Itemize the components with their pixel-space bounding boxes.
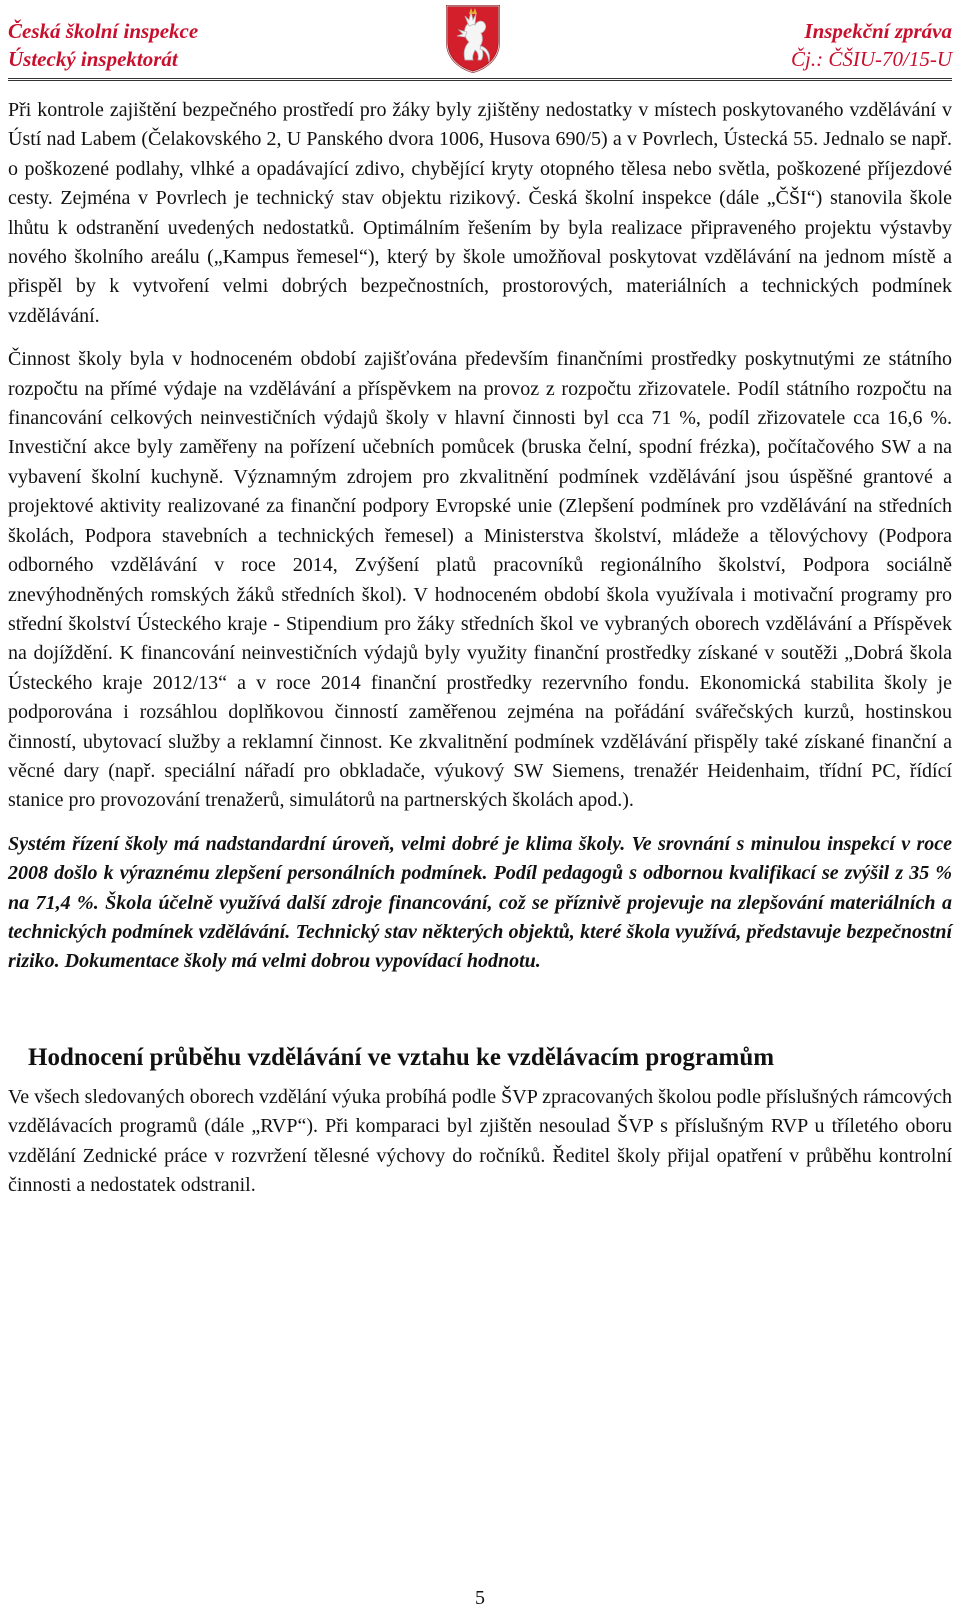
paragraph-financing: Činnost školy byla v hodnoceném období zajišťována především finančními prostředky poskytnutými ze státního rozpočtu na přímé výdaje na vzdělávání a příspěvkem na provoz z rozpočtu zřizovatele. Podíl státního rozpočtu na financování celkových neinvestičních výdajů školy v hlavní činnosti byl cca 71 %, podíl zřizovatele cca 16,6 %. Investiční akce byly zaměřeny na pořízení učebních pomůcek (bruska čelní, spodní frézka), počítačového SW a na vybavení školní kuchyně. Významným zdrojem pro zkvalitnění podmínek vzdělávání jsou úspěšné grantové a projektové aktivity realizované za finanční podpory Evropské unie (Zlepšení podmínek pro vzdělávání na středních školách, Podpora stavebních a technických řemesel) a Ministerstva školství, mládeže a tělovýchovy (Podpora odborného vzdělávání v roce 2014, Zvýšení platů pracovníků regionálního školství, Podpora sociálně znevýhodněných romských žáků středních škol). V hodnoceném období škola využívala i motivační programy pro střední školství Ústeckého kraje - Stipendium pro žáky středních škol ve vybraných oborech vzdělávání a Příspěvek na dojíždění. K financování neinvestičních výdajů byly využity finanční prostředky získané v soutěži „Dobrá škola Ústeckého kraje 2012/13“ a v roce 2014 finanční prostředky rezervního fondu. Ekonomická stabilita školy je podporována i rozsáhlou doplňkovou činností zaměřenou zejména na pořádání svářečských kurzů, hostinskou činností, ubytovací služby a reklamní činnost. Ke zkvalitnění podmínek vzdělávání přispěly také získané finanční a věcné dary (např. speciální nářadí pro obkladače, výukový SW Siemens, trenažér Heidenhaim, třídní PC, řídící stanice pro provozování trenažerů, simulátorů na partnerských školách apod.). <box>8 348 952 812</box>
header-divider <box>8 78 952 81</box>
document-body <box>8 96 952 1214</box>
paragraph-management-summary: Systém řízení školy má nadstandardní úroveň, velmi dobré je klima školy. Ve srovnání s minulou inspekcí v roce 2008 došlo k výraznému zlepšení personálních podmínek. Podíl pedagogů s odbornou kvalifikací se zvýšil z 35 % na 71,4 %. Škola účelně využívá další zdroje financování, což se příznivě projevuje na zlepšování materiálních a technických podmínek vzdělávání. Technický stav některých objektů, které škola využívá, představuje bezpečnostní riziko. Dokumentace školy má velmi dobrou vypovídací hodnotu. <box>8 832 952 973</box>
header-institution <box>8 17 198 73</box>
czech-lion-coat-of-arms-icon <box>443 2 503 74</box>
header-report-type: Inspekční zpráva <box>804 19 952 43</box>
paragraph-safety-conditions: Při kontrole zajištění bezpečného prostředí pro žáky byly zjištěny nedostatky v místech poskytovaného vzdělávání v Ústí nad Labem (Čelakovského 2, U Panského dvora 1006, Husova 690/5) a v Povrlech, Ústecká 55. Jednalo se např. o poškozené podlahy, vlhké a opadávající zdivo, chybějící kryty otopného tělesa nebo světla, poškozené příjezdové cesty. Zejména v Povrlech je technický stav objektu rizikový. Česká školní inspekce (dále „ČŠI“) stanovila škole lhůtu k odstranění uvedených nedostatků. Optimálním řešením by byla realizace připraveného projektu výstavby nového školního areálu („Kampus řemesel“), který by škole umožňoval poskytovat vzdělávání na jednom místě a přispěl by k vytvoření velmi dobrých bezpečnostních, prostorových, materiálních a technických podmínek vzdělávání. <box>8 99 952 327</box>
header-inspectorate-name: Ústecký inspektorát <box>8 47 178 71</box>
header-reference-number: Čj.: ČŠIU-70/15-U <box>791 47 952 71</box>
header-institution-name: Česká školní inspekce <box>8 19 199 43</box>
paragraph-educational-programs: Ve všech sledovaných oborech vzdělání výuka probíhá podle ŠVP zpracovaných školou podle příslušných rámcových vzdělávacích programů (dále „RVP“). Při komparaci byl zjištěn nesoulad ŠVP s příslušným RVP u tříletého oboru vzdělání Zednické práce v rozvržení tělesné výchovy do ročníků. Ředitel školy přijal opatření v průběhu kontrolní činnosti a nedostatek odstranil. <box>8 1085 953 1196</box>
section-heading: Hodnocení průběhu vzdělávání ve vztahu ke vzdělávacím programům <box>28 1043 775 1071</box>
header-report-info <box>791 17 952 73</box>
page-header <box>0 0 960 92</box>
page-number: 5 <box>475 1587 485 1609</box>
